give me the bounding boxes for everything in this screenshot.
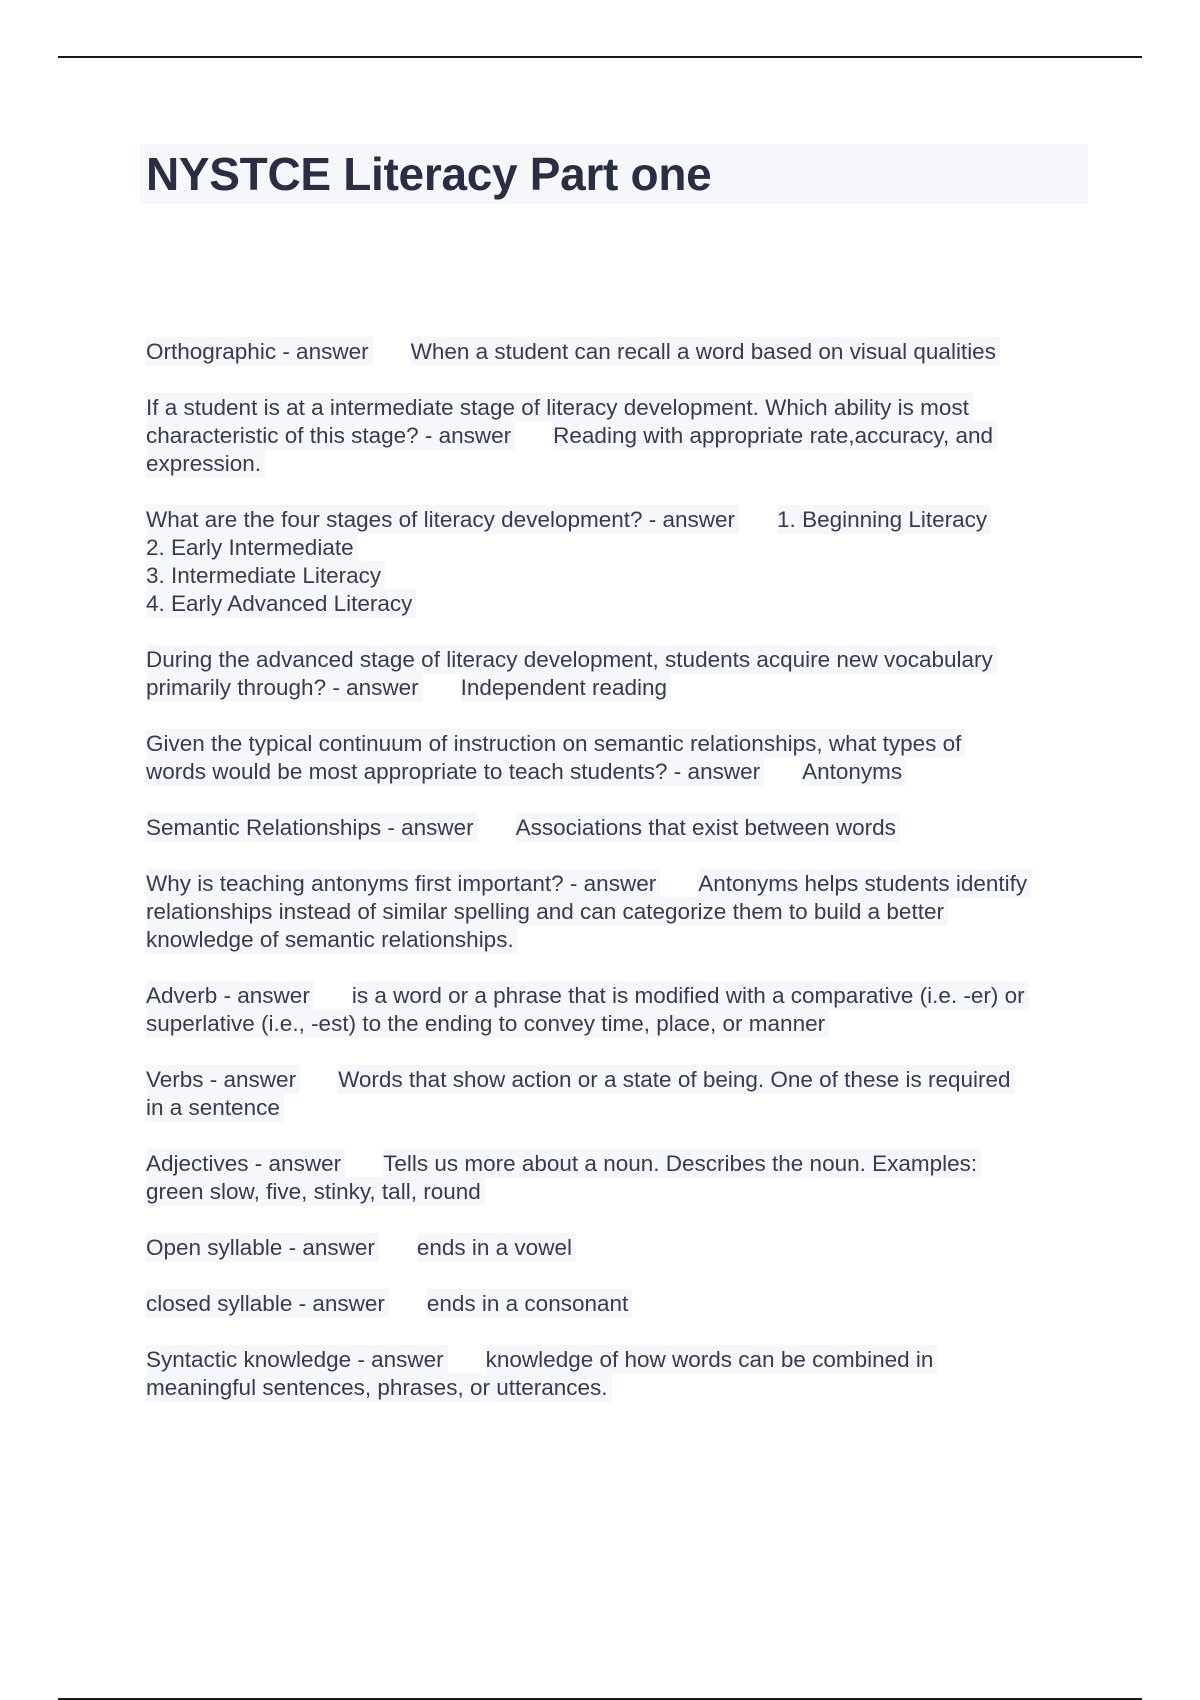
- flashcard-text: words would be most appropriate to teach students? - answer: [146, 757, 764, 786]
- flashcard-text: What are the four stages of literacy development? - answer: [146, 505, 739, 534]
- flashcard-text: Syntactic knowledge - answer: [146, 1345, 448, 1374]
- flashcard-entry: [146, 338, 1096, 366]
- flashcard-text: in a sentence: [146, 1093, 284, 1122]
- flashcard-text: green slow, five, stinky, tall, round: [146, 1177, 485, 1206]
- flashcard-entry: [146, 1290, 1096, 1318]
- flashcard-text: knowledge of semantic relationships.: [146, 925, 518, 954]
- flashcard-text: knowledge of how words can be combined in: [486, 1345, 938, 1374]
- flashcard-text: Words that show action or a state of being. One of these is required: [338, 1065, 1014, 1094]
- flashcard-text: Given the typical continuum of instruction on semantic relationships, what types of: [146, 729, 965, 758]
- flashcard-entry: [146, 982, 1096, 1038]
- flashcard-entry: [146, 506, 1096, 618]
- flashcard-entry: [146, 814, 1096, 842]
- flashcard-text: 3. Intermediate Literacy: [146, 561, 385, 590]
- flashcard-text: Reading with appropriate rate,accuracy, and: [553, 421, 997, 450]
- flashcard-text: Adjectives - answer: [146, 1149, 345, 1178]
- flashcard-text: Verbs - answer: [146, 1065, 300, 1094]
- flashcard-entry: [146, 1346, 1096, 1402]
- flashcard-text: If a student is at a intermediate stage of literacy development. Which ability is most: [146, 393, 973, 422]
- flashcard-entry: [146, 646, 1096, 702]
- flashcard-text: is a word or a phrase that is modified with a comparative (i.e. -er) or: [352, 981, 1029, 1010]
- flashcard-text: Independent reading: [461, 673, 671, 702]
- flashcard-text: Adverb - answer: [146, 981, 314, 1010]
- flashcard-text: Why is teaching antonyms first important? - answer: [146, 869, 660, 898]
- flashcard-entry: [146, 394, 1096, 478]
- flashcard-text: primarily through? - answer: [146, 673, 423, 702]
- flashcard-text: Antonyms: [802, 757, 906, 786]
- page-title: NYSTCE Literacy Part one: [146, 148, 712, 200]
- flashcard-text: Associations that exist between words: [516, 813, 900, 842]
- flashcard-text: 4. Early Advanced Literacy: [146, 589, 416, 618]
- flashcard-text: characteristic of this stage? - answer: [146, 421, 515, 450]
- flashcard-text: When a student can recall a word based on visual qualities: [411, 337, 1000, 366]
- flashcard-entry: [146, 1150, 1096, 1206]
- flashcard-text: expression.: [146, 449, 265, 478]
- flashcard-text: superlative (i.e., -est) to the ending to convey time, place, or manner: [146, 1009, 829, 1038]
- flashcard-text: meaningful sentences, phrases, or utterances.: [146, 1373, 612, 1402]
- flashcard-entry: [146, 730, 1096, 786]
- flashcard-text: Semantic Relationships - answer: [146, 813, 478, 842]
- top-rule: [58, 56, 1142, 58]
- flashcard-text: Tells us more about a noun. Describes the noun. Examples:: [383, 1149, 981, 1178]
- flashcard-text: relationships instead of similar spelling and can categorize them to build a better: [146, 897, 948, 926]
- flashcard-text: During the advanced stage of literacy development, students acquire new vocabulary: [146, 645, 997, 674]
- flashcard-entry: [146, 1066, 1096, 1122]
- flashcard-text: Antonyms helps students identify: [698, 869, 1031, 898]
- flashcard-text: Orthographic - answer: [146, 337, 373, 366]
- flashcard-entry: [146, 1234, 1096, 1262]
- flashcard-list: [146, 338, 1096, 1430]
- flashcard-text: 2. Early Intermediate: [146, 533, 358, 562]
- flashcard-entry: [146, 870, 1096, 954]
- flashcard-text: ends in a consonant: [427, 1289, 632, 1318]
- flashcard-text: ends in a vowel: [417, 1233, 576, 1262]
- flashcard-text: 1. Beginning Literacy: [777, 505, 991, 534]
- flashcard-text: Open syllable - answer: [146, 1233, 379, 1262]
- flashcard-text: closed syllable - answer: [146, 1289, 389, 1318]
